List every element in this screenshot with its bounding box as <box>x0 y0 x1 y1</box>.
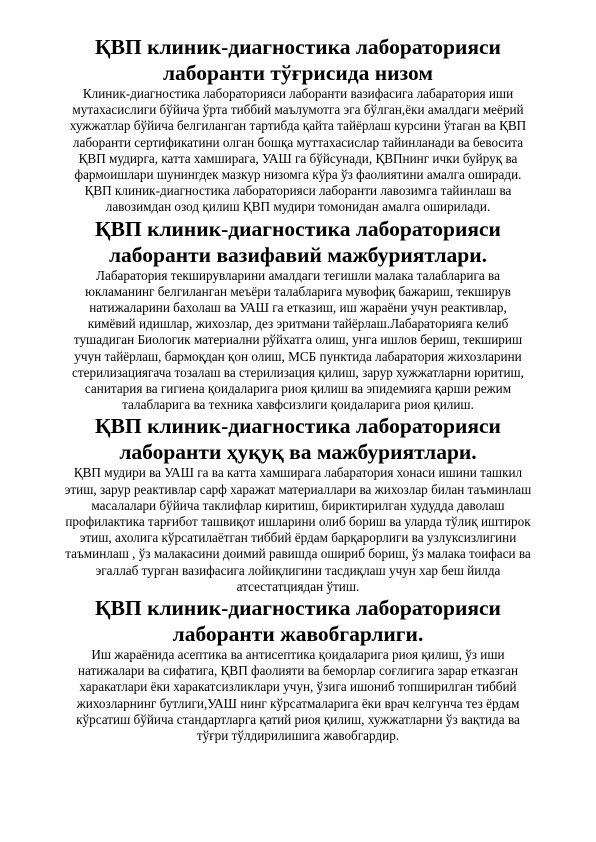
section-responsibility-title: ҚВП клиник-диагностика лабораторияси лаборанти жавобгарлиги. <box>95 596 501 647</box>
section-responsibility-text: Иш жараёнида асептика ва антисептика қоидаларига риоя қилиш, ўз иши натижалари ва сифатига, ҚВП фаолияти ва беморлар соғлигига зарар етказган харакатлари ёки харакатсизликлари учун, ўзига ишониб топширилган тиббий жихозларнинг бутлиги,УАШ нинг кўрсатмаларига ёки врач келгунча тез ёрдам кўрсатиш бўйича стандартларга қатий риоя қилиш, хужжатларни ўз вақтида ва тўғри тўлдирилишига жавобгардир. <box>76 647 520 744</box>
section-duties-title: ҚВП клиник-диагностика лабораторияси лаборанти вазифавий мажбуриятлари. <box>95 216 501 267</box>
section-duties-text: Лабаратория текширувларини амалдаги тегишли малака талабларига ва юкламанинг белгиланган меъёри талабларига мувофиқ бажариш, текширув натижаларини бахолаш ва УАШ га етказиш, иш жараёни учун реактивлар, кимёвий идишлар, жихозлар, дез эритмани тайёрлаш.Лабараторияга келиб тушадиган Биологик материални рўйхатга олиш, унга ишлов бериш, текшириш учун тайёрлаш, бармоқдан қон олиш, МСБ пунктида лабаратория жихозларини стерилизациягача тозалаш ва стерилизация қилиш, зарур хужжатларни юритиш, санитария ва гигиена қоидаларига риоя қилиш ва эпидемияга қарши режим талабларига ва техника хавфсизлиги қоидаларига риоя қилиш. <box>72 267 524 413</box>
section-rights-text: ҚВП мудири ва УАШ га ва катта хамширага лабаратория хонаси ишини ташкил этиш, зарур реактивлар сарф харажат материаллари ва жихозлар билан таъминлаш масалалари бўйича таклифлар киритиш, бириктирилган худудда даволаш профилактика тарғибот ташвиқот ишларини олиб бориш ва уларда тўлиқ иштирок этиш, ахолига кўрсатилаётган тиббий ёрдам барқарорлиги ва узлуксизлигини таъминлаш , ўз малакасини доимий равишда ошириб бориш, ўз малака тоифаси ва эгаллаб турган вазифасига лойиқлигини тасдиқлаш учун хар беш йилда атсестатциядан ўтиш. <box>64 465 532 594</box>
section-rights-title: ҚВП клиник-диагностика лабораторияси лаборанти ҳуқуқ ва мажбуриятлари. <box>95 414 501 465</box>
intro-paragraph: Клиник-диагностика лабораторияси лаборанти вазифасига лабаратория иши мутахасислиги бўйича ўрта тиббий маълумотга эга бўлган,ёки амалдаги меёрий хужжатлар бўйича белгиланган тартибда қайта тайёрлаш курсини ўтаган ва ҚВП лаборанти сертификатини олган бошқа муттахасислар тайинланади ва бевосита ҚВП мудирга, катта хамширага, УАШ га бўйсунади, ҚВПнинг ички буйруқ ва фармоишлари шунингдек мазкур низомга кўра ўз фаолиятини амалга оширади. ҚВП клиник-диагностика лабораторияси лаборанти лавозимга тайинлаш ва лавозимдан озод қилиш ҚВП мудири томонидан амалга оширилади. <box>69 86 527 215</box>
document-title: ҚВП клиник-диагностика лабораторияси лаборанти тўғрисида низом <box>95 35 501 85</box>
